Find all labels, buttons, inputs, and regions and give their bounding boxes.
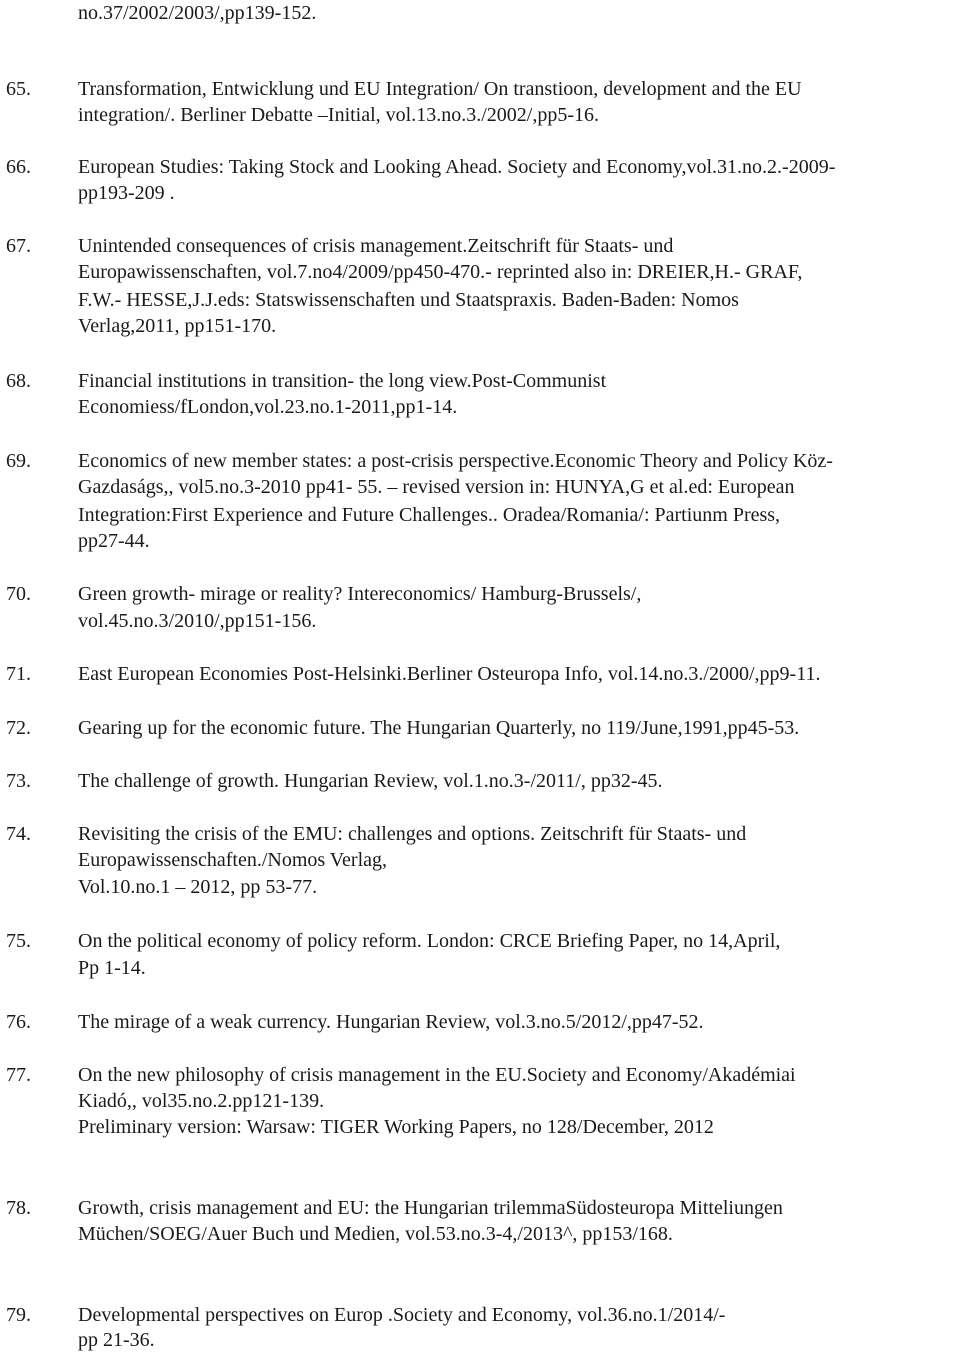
entry-number: 75. [6,930,31,952]
entry-line: vol.45.no.3/2010/,pp151-156. [78,610,317,632]
entry-number: 77. [6,1064,31,1086]
entry-number: 71. [6,663,31,685]
entry-line: Gearing up for the economic future. The Hungarian Quarterly, no 119/June,1991,pp45-53. [78,717,800,739]
entry-number: 74. [6,823,31,845]
entry-number: 79. [6,1304,31,1326]
entry-line: Gazdaságs,, vol5.no.3-2010 pp41- 55. – revised version in: HUNYA,G et al.ed: European [78,476,795,498]
entry-line: pp27-44. [78,530,150,552]
entry-number: 78. [6,1197,31,1219]
entry-line: Economics of new member states: a post-crisis perspective.Economic Theory and Policy Köz- [78,450,833,472]
entry-line: Economiess/fLondon,vol.23.no.1-2011,pp1-14. [78,396,458,418]
entry-line: Revisiting the crisis of the EMU: challenges and options. Zeitschrift für Staats- und [78,823,747,845]
entry-number: 76. [6,1011,31,1033]
entry-line: Kiadó,, vol35.no.2.pp121-139. [78,1090,325,1112]
entry-line: The challenge of growth. Hungarian Review, vol.1.no.3-/2011/, pp32-45. [78,770,663,792]
entry-line: On the political economy of policy reform. London: CRCE Briefing Paper, no 14,April, [78,930,781,952]
entry-line: Financial institutions in transition- the long view.Post-Communist [78,370,607,392]
entry-line: Unintended consequences of crisis management.Zeitschrift für Staats- und [78,235,674,257]
entry-line: Developmental perspectives on Europ .Society and Economy, vol.36.no.1/2014/- [78,1304,726,1326]
entry-line: Growth, crisis management and EU: the Hungarian trilemmaSüdosteuropa Mitteliungen [78,1197,783,1219]
entry-line: Green growth- mirage or reality? Intereconomics/ Hamburg-Brussels/, [78,583,642,605]
entry-line: pp193-209 . [78,182,175,204]
entry-number: 65. [6,78,31,100]
entry-line: pp 21-36. [78,1329,155,1351]
entry-number: 70. [6,583,31,605]
entry-line: Europawissenschaften, vol.7.no4/2009/pp450-470.- reprinted also in: DREIER,H.- GRAF, [78,261,803,283]
entry-line: Pp 1-14. [78,957,146,979]
entry-number: 66. [6,156,31,178]
entry-line: Vol.10.no.1 – 2012, pp 53-77. [78,876,318,898]
entry-number: 68. [6,370,31,392]
entry-line: Integration:First Experience and Future Challenges.. Oradea/Romania/: Partiunm Press, [78,504,781,526]
entry-line: Europawissenschaften./Nomos Verlag, [78,849,388,871]
entry-line: integration/. Berliner Debatte –Initial, vol.13.no.3./2002/,pp5-16. [78,104,600,126]
entry-number: 73. [6,770,31,792]
intro-line: no.37/2002/2003/,pp139-152. [78,2,317,24]
entry-line: On the new philosophy of crisis management in the EU.Society and Economy/Akadémiai [78,1064,796,1086]
entry-line: F.W.- HESSE,J.J.eds: Statswissenschaften und Staatspraxis. Baden-Baden: Nomos [78,289,739,311]
entry-line: Transformation, Entwicklung und EU Integration/ On transtioon, development and the EU [78,78,802,100]
entry-number: 69. [6,450,31,472]
entry-number: 67. [6,235,31,257]
entry-line: The mirage of a weak currency. Hungarian Review, vol.3.no.5/2012/,pp47-52. [78,1011,704,1033]
entry-line: Preliminary version: Warsaw: TIGER Working Papers, no 128/December, 2012 [78,1116,714,1138]
entry-line: European Studies: Taking Stock and Looking Ahead. Society and Economy,vol.31.no.2.-2009- [78,156,836,178]
entry-line: Verlag,2011, pp151-170. [78,315,277,337]
entry-number: 72. [6,717,31,739]
entry-line: Müchen/SOEG/Auer Buch und Medien, vol.53.no.3-4,/2013^, pp153/168. [78,1223,673,1245]
entry-line: East European Economies Post-Helsinki.Berliner Osteuropa Info, vol.14.no.3./2000/,pp9-11. [78,663,821,685]
